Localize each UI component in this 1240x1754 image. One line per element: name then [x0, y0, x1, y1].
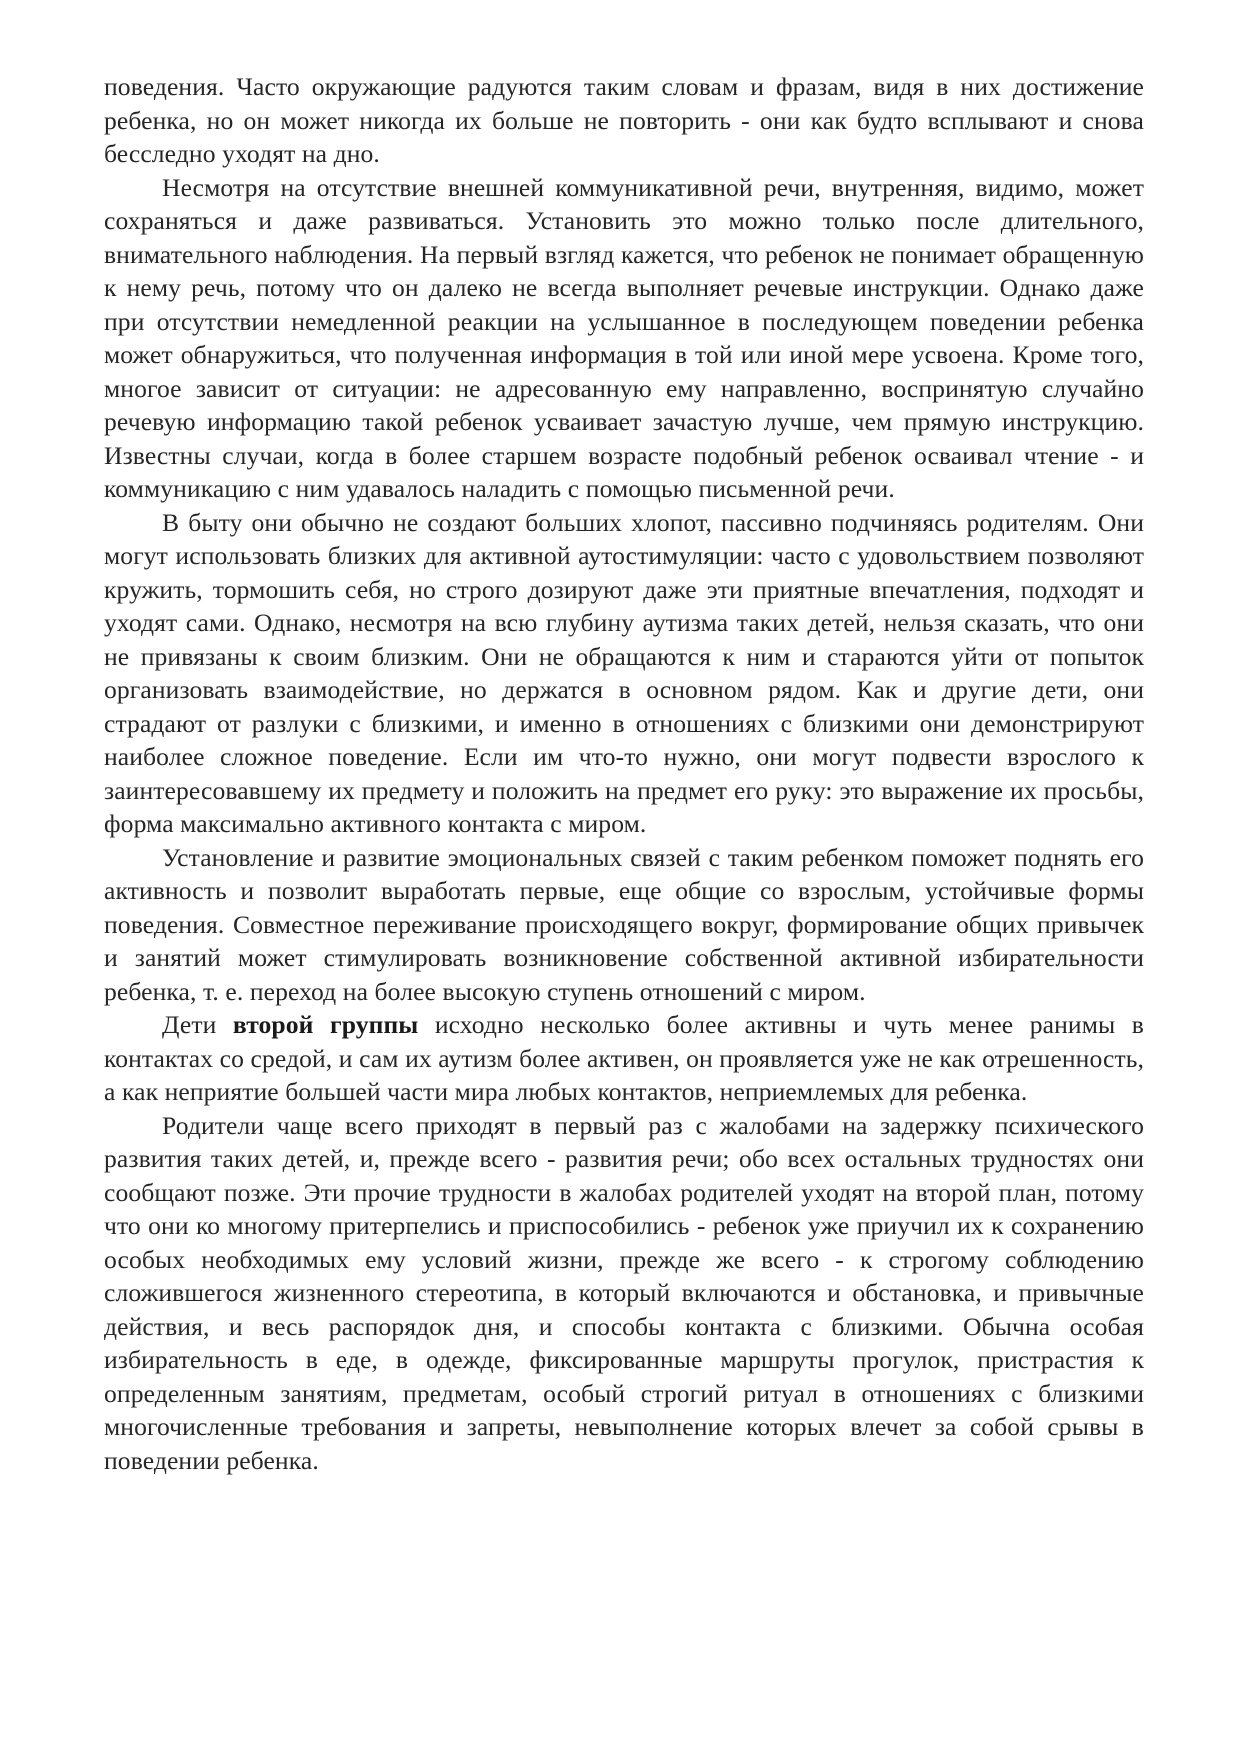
paragraph-3: В быту они обычно не создают больших хлопот, пассивно подчиняясь родителям. Они могут использовать близких для активной аутостимуляции: часто с удовольствием позволяют кружить, тормошить себя, но строго дозируют даже эти приятные впечатления, подходят и уходят сами. Однако, несмотря на всю глубину аутизма таких детей, нельзя сказать, что они не привязаны к своим близким. Они не обращаются к ним и стараются уйти от попыток организовать взаимодействие, но держатся в основном рядом. Как и другие дети, они страдают от разлуки с близкими, и именно в отношениях с близкими они демонстрируют наиболее сложное поведение. Если им что-то нужно, они могут подвести взрослого к заинтересовавшему их предмету и положить на предмет его руку: это выражение их просьбы, форма максимально активного контакта с миром.	[104, 507, 1144, 838]
paragraph-5-text: исходно несколько более активны и чуть менее ранимы в контактах со средой, и сам их аутизм более активен, он проявляется уже не как отрешенность, а как неприятие большей части мира любых контактов, неприемлемых для ребенка.	[104, 1010, 1144, 1106]
paragraph-1: поведения. Часто окружающие радуются таким словам и фразам, видя в них достижение ребенка, но он может никогда их больше не повторить - они как будто всплывают и снова бесследно уходят на дно.	[104, 72, 1144, 168]
paragraph-5-lead: Дети	[162, 1010, 233, 1039]
bold-term-second-group: второй группы	[232, 1010, 419, 1039]
paragraph-4: Установление и развитие эмоциональных связей с таким ребенком поможет поднять его активность и позволит выработать первые, еще общие со взрослым, устойчивые формы поведения. Совместное переживание происходящего вокруг, формирование общих привычек и занятий может стимулировать возникновение собственной активной избирательности ребенка, т. е. переход на более высокую ступень отношений с миром.	[104, 842, 1144, 1006]
paragraph-2: Несмотря на отсутствие внешней коммуникативной речи, внутренняя, видимо, может сохраняться и даже развиваться. Установить это можно только после длительного, внимательного наблюдения. На первый взгляд кажется, что ребенок не понимает обращенную к нему речь, потому что он далеко не всегда выполняет речевые инструкции. Однако даже при отсутствии немедленной реакции на услышанное в последующем поведении ребенка может обнаружиться, что полученная информация в той или иной мере усвоена. Кроме того, многое зависит от ситуации: не адресованную ему направленно, воспринятую случайно речевую информацию такой ребенок усваивает зачастую лучше, чем прямую инструкцию. Известны случаи, когда в более старшем возрасте подобный ребенок осваивал чтение - и коммуникацию с ним удавалось наладить с помощью письменной речи.	[104, 172, 1144, 503]
paragraph-5	[104, 1008, 1144, 1109]
document-page	[104, 70, 1144, 1477]
paragraph-6: Родители чаще всего приходят в первый раз с жалобами на задержку психического развития таких детей, и, прежде всего - развития речи; обо всех остальных трудностях они сообщают позже. Эти прочие трудности в жалобах родителей уходят на второй план, потому что они ко многому притерпелись и приспособились - ребенок уже приучил их к сохранению особых необходимых ему условий жизни, прежде же всего - к строгому соблюдению сложившегося жизненного стереотипа, в который включаются и обстановка, и привычные действия, и весь распорядок дня, и способы контакта с близкими. Обычна особая избирательность в еде, в одежде, фиксированные маршруты прогулок, пристрастия к определенным занятиям, предметам, особый строгий ритуал в отношениях с близкими многочисленные требования и запреты, невыполнение которых влечет за собой срывы в поведении ребенка.	[104, 1110, 1144, 1475]
